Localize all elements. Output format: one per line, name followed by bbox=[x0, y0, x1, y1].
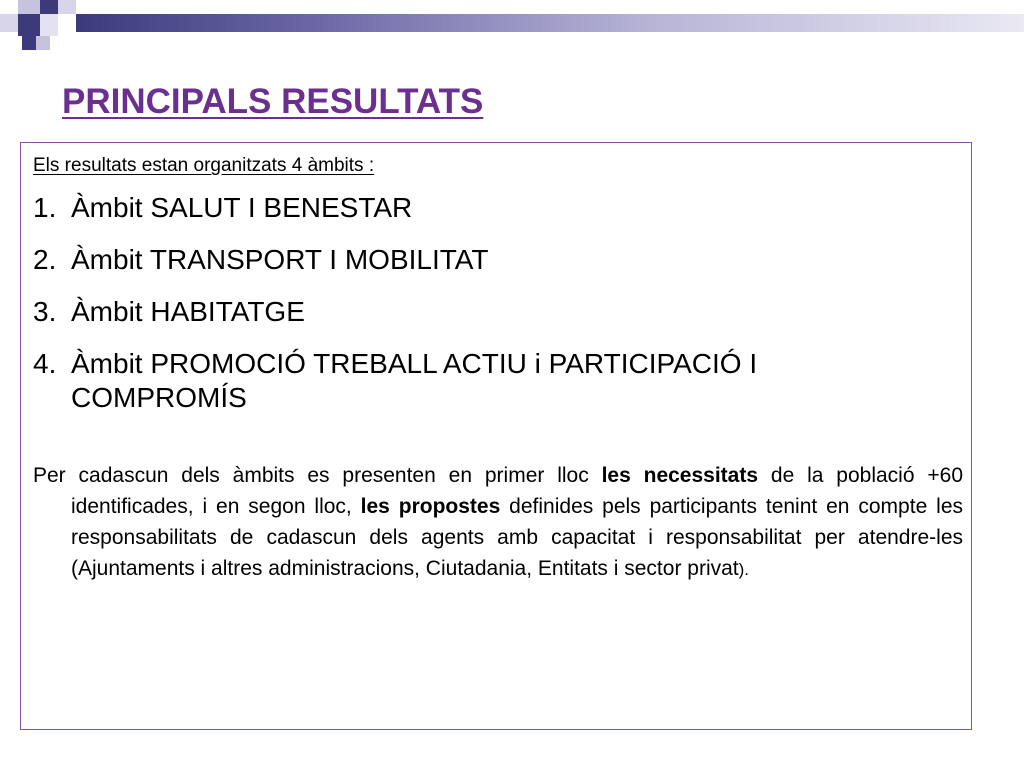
paragraph-bold-propostes: les propostes bbox=[360, 495, 501, 518]
decor-square bbox=[36, 36, 50, 50]
corner-decoration bbox=[0, 0, 80, 60]
ambit-list bbox=[33, 191, 933, 415]
ambit-item bbox=[33, 347, 933, 415]
ambit-label: Àmbit HABITATGE bbox=[71, 296, 305, 327]
header-rule bbox=[76, 14, 1024, 32]
ambit-number: 2. bbox=[33, 244, 57, 275]
ambit-item bbox=[33, 243, 933, 277]
paragraph-text: de la població +60 identificades, i en segon lloc, bbox=[71, 464, 963, 518]
decor-square bbox=[22, 36, 36, 50]
description-paragraph bbox=[33, 460, 963, 585]
ambit-label: Àmbit TRANSPORT I MOBILITAT bbox=[71, 244, 489, 275]
ambit-label: Àmbit SALUT I BENESTAR bbox=[71, 192, 413, 223]
ambit-item bbox=[33, 191, 933, 225]
decor-square bbox=[40, 14, 58, 36]
content-box bbox=[20, 142, 972, 730]
ambit-number: 3. bbox=[33, 296, 57, 327]
paragraph-text: definides pels participants tenint en compte les responsabilitats de cadascun dels agents amb capacitat i responsabilitat per atendre-les (Ajuntaments i altres administracions, Ciutadania, Entitats i sector privat bbox=[71, 495, 963, 580]
decor-square bbox=[0, 14, 18, 32]
paragraph-end: ). bbox=[738, 560, 750, 579]
ambit-number: 1. bbox=[33, 192, 57, 223]
slide-title: PRINCIPALS RESULTATS bbox=[62, 82, 484, 121]
paragraph-bold-necessitats: les necessitats bbox=[601, 464, 759, 487]
paragraph-text: Per cadascun dels àmbits es presenten en primer lloc bbox=[33, 464, 602, 487]
intro-text: Els resultats estan organitzats 4 àmbits : bbox=[33, 155, 375, 176]
decor-square bbox=[18, 0, 40, 14]
decor-square bbox=[18, 14, 40, 36]
decor-square bbox=[40, 0, 58, 14]
ambit-label: Àmbit PROMOCIÓ TREBALL ACTIU i PARTICIPACIÓ I COMPROMÍS bbox=[71, 348, 758, 413]
ambit-number: 4. bbox=[33, 348, 57, 379]
ambit-item bbox=[33, 295, 933, 329]
decor-square bbox=[58, 0, 76, 14]
